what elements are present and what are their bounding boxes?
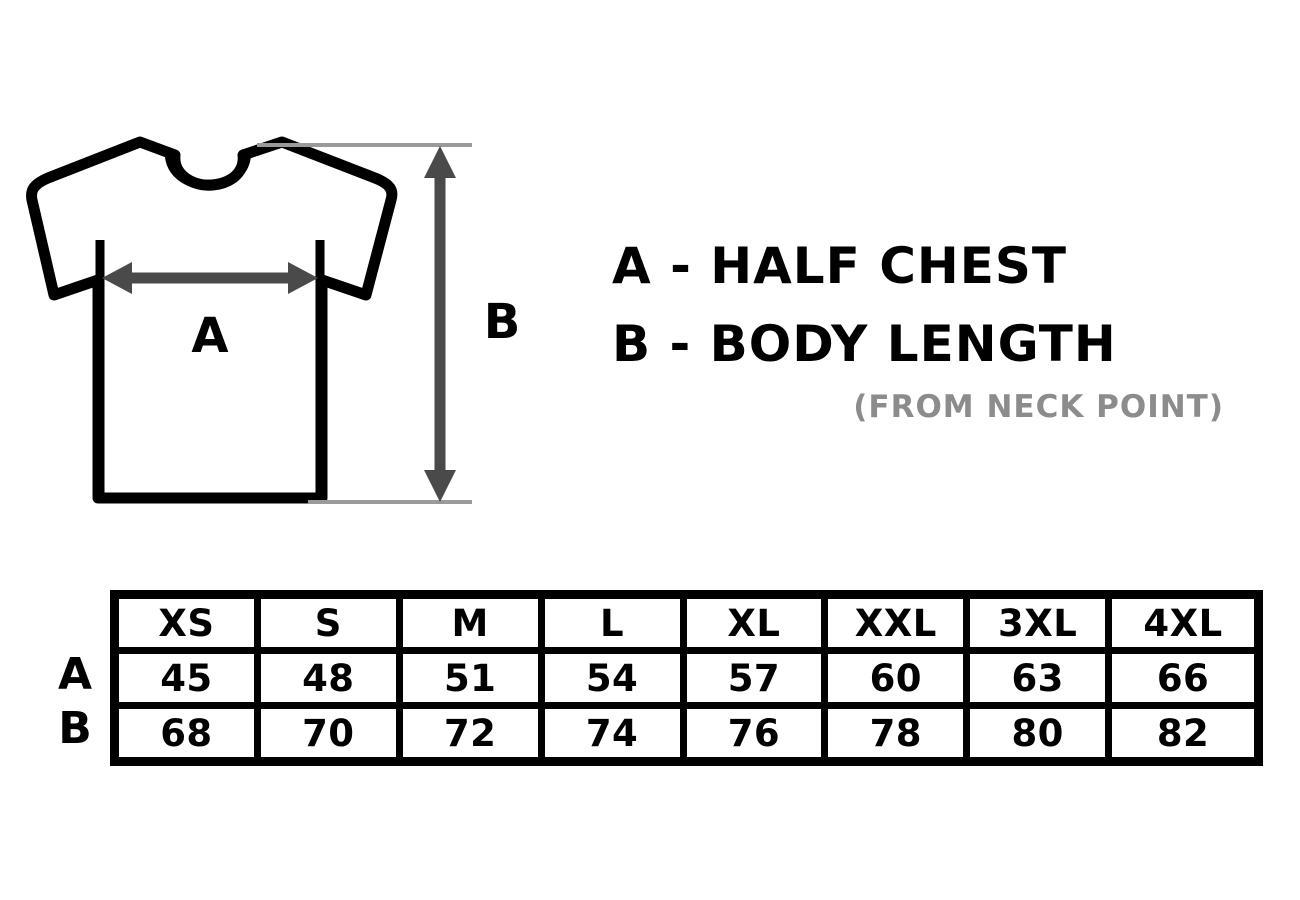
value-cell: 72 [403, 709, 545, 757]
value-cell: 80 [970, 709, 1112, 757]
row-label-a: A [57, 649, 93, 700]
size-cell: XS [119, 599, 261, 654]
legend-subnote: (FROM NECK POINT) [853, 389, 1224, 425]
size-grid [110, 590, 1263, 766]
tshirt-outline-icon [20, 120, 540, 540]
legend [612, 228, 1232, 425]
table-row-body-length [119, 709, 1254, 757]
size-cell: L [545, 599, 687, 654]
diagram-label-b: B [483, 294, 521, 350]
value-cell: 76 [687, 709, 829, 757]
size-cell: M [403, 599, 545, 654]
value-cell: 45 [119, 654, 261, 709]
value-cell: 54 [545, 654, 687, 709]
value-cell: 48 [261, 654, 403, 709]
size-cell: 4XL [1112, 599, 1254, 654]
row-label-b: B [58, 703, 92, 754]
size-cell: S [261, 599, 403, 654]
value-cell: 51 [403, 654, 545, 709]
diagram-label-a: A [191, 308, 229, 364]
value-cell: 57 [687, 654, 829, 709]
value-cell: 66 [1112, 654, 1254, 709]
size-cell: XXL [828, 599, 970, 654]
table-row-sizes [119, 599, 1254, 654]
table-row-half-chest [119, 654, 1254, 709]
value-cell: 68 [119, 709, 261, 757]
double-arrow-vertical-icon [424, 146, 456, 502]
value-cell: 60 [828, 654, 970, 709]
value-cell: 74 [545, 709, 687, 757]
legend-body-length: B - BODY LENGTH [612, 314, 1117, 373]
value-cell: 82 [1112, 709, 1254, 757]
value-cell: 70 [261, 709, 403, 757]
size-cell: 3XL [970, 599, 1112, 654]
legend-half-chest: A - HALF CHEST [612, 237, 1068, 295]
value-cell: 63 [970, 654, 1112, 709]
value-cell: 78 [828, 709, 970, 757]
size-cell: XL [687, 599, 829, 654]
